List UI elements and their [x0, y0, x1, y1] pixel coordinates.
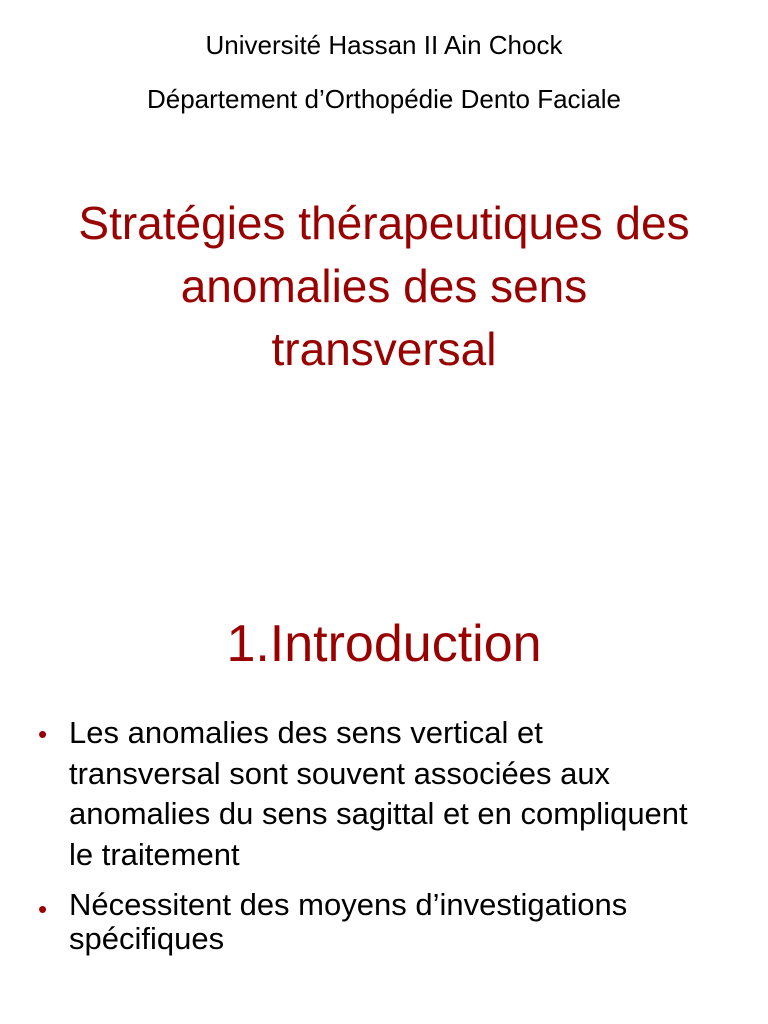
bullet-text-line: Les anomalies des sens vertical et — [69, 715, 543, 750]
university-name: Université Hassan II Ain Chock — [205, 30, 563, 60]
slide-title-line: transversal — [271, 323, 497, 375]
bullet-text-line: anomalies du sens sagittal et en compliquent — [69, 796, 688, 832]
department-name: Département d’Orthopédie Dento Faciale — [146, 84, 622, 114]
bullet-text — [69, 888, 627, 956]
bullet-text-line: Nécessitent des moyens d’investigations — [69, 887, 628, 922]
bullet-text-line: le traitement — [69, 837, 240, 873]
bullet-text-line: spécifiques — [69, 921, 225, 956]
bullet-text — [69, 713, 688, 876]
slide-title-line: Stratégies thérapeutiques des — [78, 197, 690, 249]
section-heading: 1.Introduction — [226, 615, 542, 673]
bullet-marker: • — [38, 719, 48, 749]
slide-title-line: anomalies des sens — [180, 260, 588, 312]
slide-title — [0, 192, 768, 381]
bullet-marker: • — [38, 894, 48, 924]
bullet-text-line: transversal sont souvent associées aux — [69, 755, 611, 791]
